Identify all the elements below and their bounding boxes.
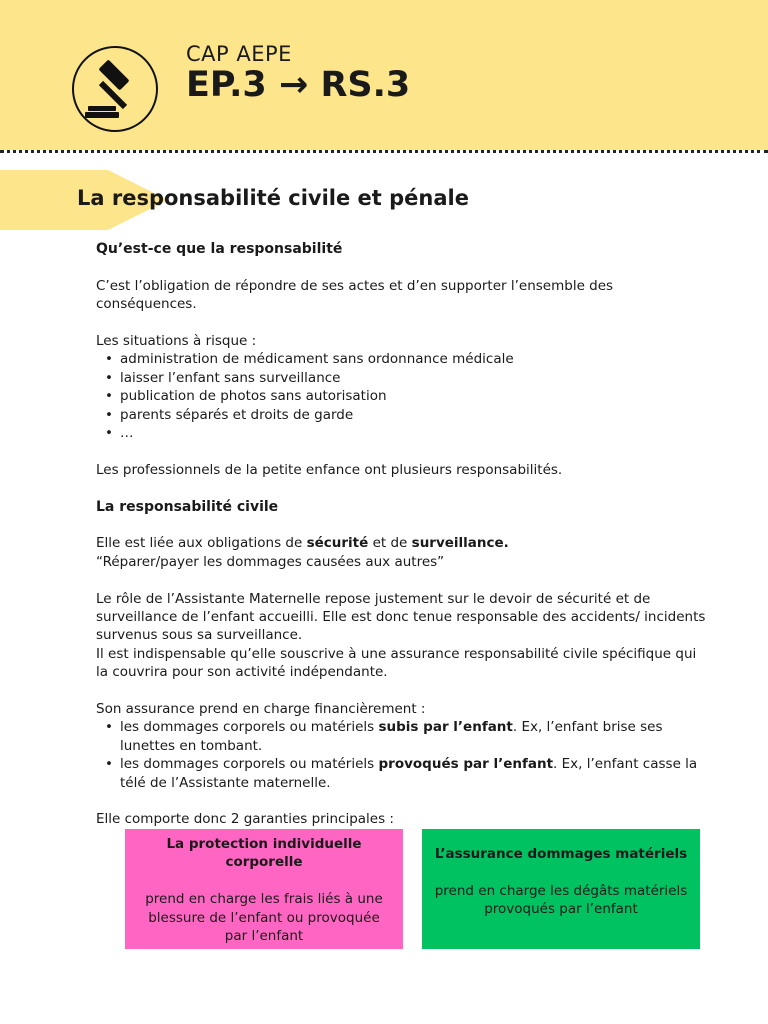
list-item: • … [96,424,706,442]
guarantee-box-personal-protection [125,829,403,949]
risk-list [96,350,706,442]
definition-paragraph: C’est l’obligation de répondre de ses actes et d’en supporter l’ensemble des conséquences. [96,277,614,313]
list-item: • publication de photos sans autorisation [96,387,706,405]
box-text: prend en charge les frais liés à une blessure de l’enfant ou provoquée par l’enfant [145,891,383,945]
header-title: EP.3 → RS.3 [186,65,411,105]
quote-line: “Réparer/payer les dommages causées aux autres” [96,553,445,570]
responsibilities-paragraph: Les professionnels de la petite enfance ont plusieurs responsabilités. [96,461,563,478]
list-item: • laisser l’enfant sans surveillance [96,369,706,387]
list-item: • administration de médicament sans ordonnance médicale [96,350,706,368]
obligations-line: Elle est liée aux obligations de sécurité et de surveillance. [96,535,509,552]
guarantees-intro: Elle comporte donc 2 garanties principales : [96,811,394,828]
box-title: L’assurance dommages matériels [434,846,688,862]
guarantee-box-material-damage [422,829,700,949]
document-body [96,240,706,829]
section-title: La responsabilité civile et pénale [77,186,469,210]
heading-civil-responsibility: La responsabilité civile [96,498,279,515]
insurance-list [96,718,706,792]
heading-what-is-responsibility: Qu’est-ce que la responsabilité [96,241,343,257]
gavel-icon [74,48,160,134]
list-item: • les dommages corporels ou matériels subis par l’enfant. Ex, l’enfant brise ses lunettes en tombant. [96,718,706,755]
insurance-paragraph: Il est indispensable qu’elle souscrive à une assurance responsabilité civile spécifique qui la couvrira pour son activité indépendante. [96,645,697,681]
dotted-divider [0,150,768,153]
box-title: La protection individuelle corporelle [166,836,362,871]
list-item: • les dommages corporels ou matériels provoqués par l’enfant. Ex, l’enfant casse la télé de l’Assistante maternelle. [96,755,706,792]
list-item: • parents séparés et droits de garde [96,406,706,424]
insurance-intro: Son assurance prend en charge financièrement : [96,701,426,718]
role-paragraph: Le rôle de l’Assistante Maternelle repose justement sur le devoir de sécurité et de surveillance de l’enfant accueilli. Elle est donc tenue responsable des accidents/ incidents survenus sous sa surveillance. [96,590,706,644]
header-subtitle: CAP AEPE [186,42,292,66]
box-text: prend en charge les dégâts matériels provoqués par l’enfant [434,882,688,918]
logo-badge [72,46,158,132]
risks-intro: Les situations à risque : [96,333,257,349]
